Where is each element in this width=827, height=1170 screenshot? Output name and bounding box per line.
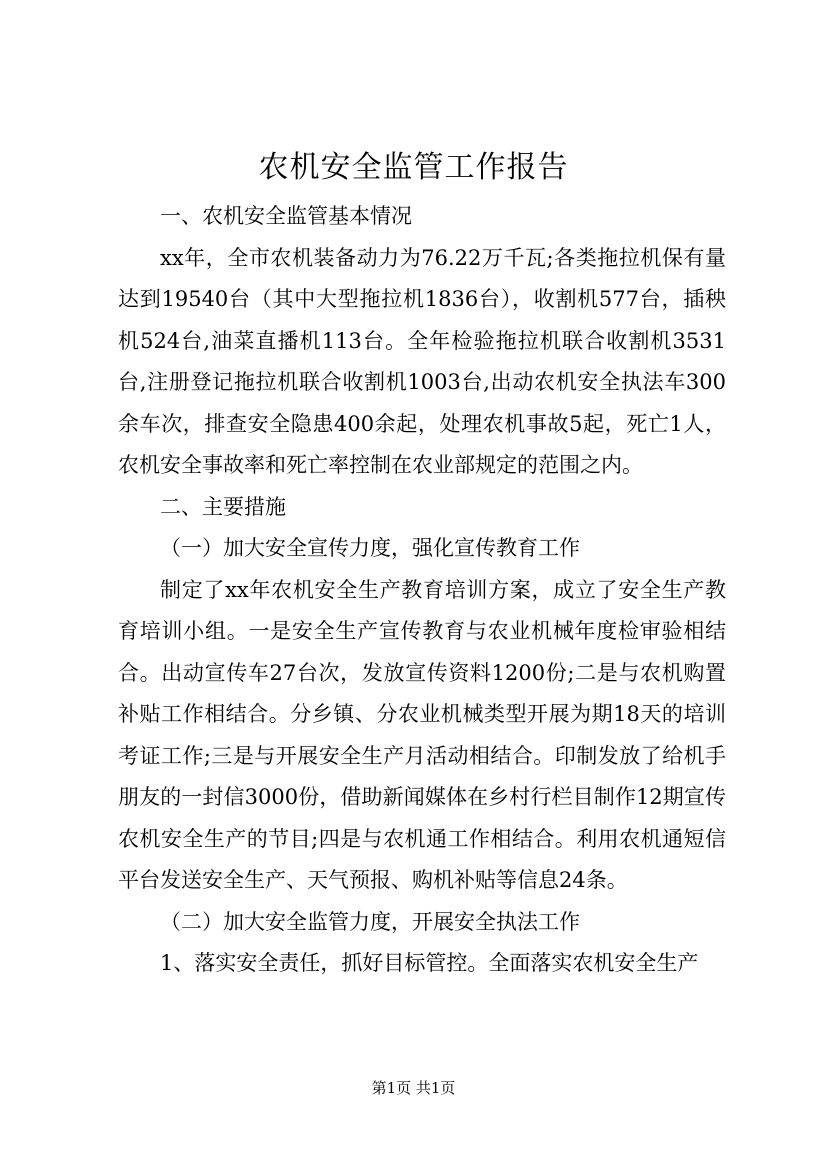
document-title: 农机安全监管工作报告: [258, 150, 569, 185]
section-heading-2: 二、主要措施: [160, 494, 286, 519]
page-footer: 第1页 共1页: [371, 1079, 456, 1097]
paragraph-responsibility: 1、落实安全责任，抓好目标管控。全面落实农机安全生产: [160, 951, 699, 975]
subsection-heading-1: （一）加大安全宣传力度，强化宣传教育工作: [160, 536, 580, 560]
paragraph-publicity: 制定了xx年农机安全生产教育培训方案，成立了安全生产教育培训小组。一是安全生产宣传教育与农业机械年度检审验相结合。出动宣传车27台次，发放宣传资料1200份;二是与农机购置补贴工作相结合。分乡镇、分农业机械类型开展为期18天的培训考证工作;三是与开展安全生产月活动相结合。印制发放了给机手朋友的一封信3000份，借助新闻媒体在乡村行栏目制作12期宣传农机安全生产的节目;四是与农机通工作相结合。利用农机通短信平台发送安全生产、天气预报、购机补贴等信息24条。: [118, 577, 726, 892]
document-body: [118, 196, 726, 985]
section-heading-1: 一、农机安全监管基本情况: [160, 204, 412, 228]
paragraph-overview: xx年，全市农机装备动力为76.22万千瓦;各类拖拉机保有量达到19540台（其中大型拖拉机1836台），收割机577台，插秧机524台,油菜直播机113台。全年检验拖拉机联合收割机3531台,注册登记拖拉机联合收割机1003台,出动农机安全执法车300余车次，排查安全隐患400余起，处理农机事故5起，死亡1人，农机安全事故率和死亡率控制在农业部规定的范围之内。: [118, 245, 726, 477]
subsection-heading-2: （二）加大安全监管力度，开展安全执法工作: [160, 909, 580, 934]
